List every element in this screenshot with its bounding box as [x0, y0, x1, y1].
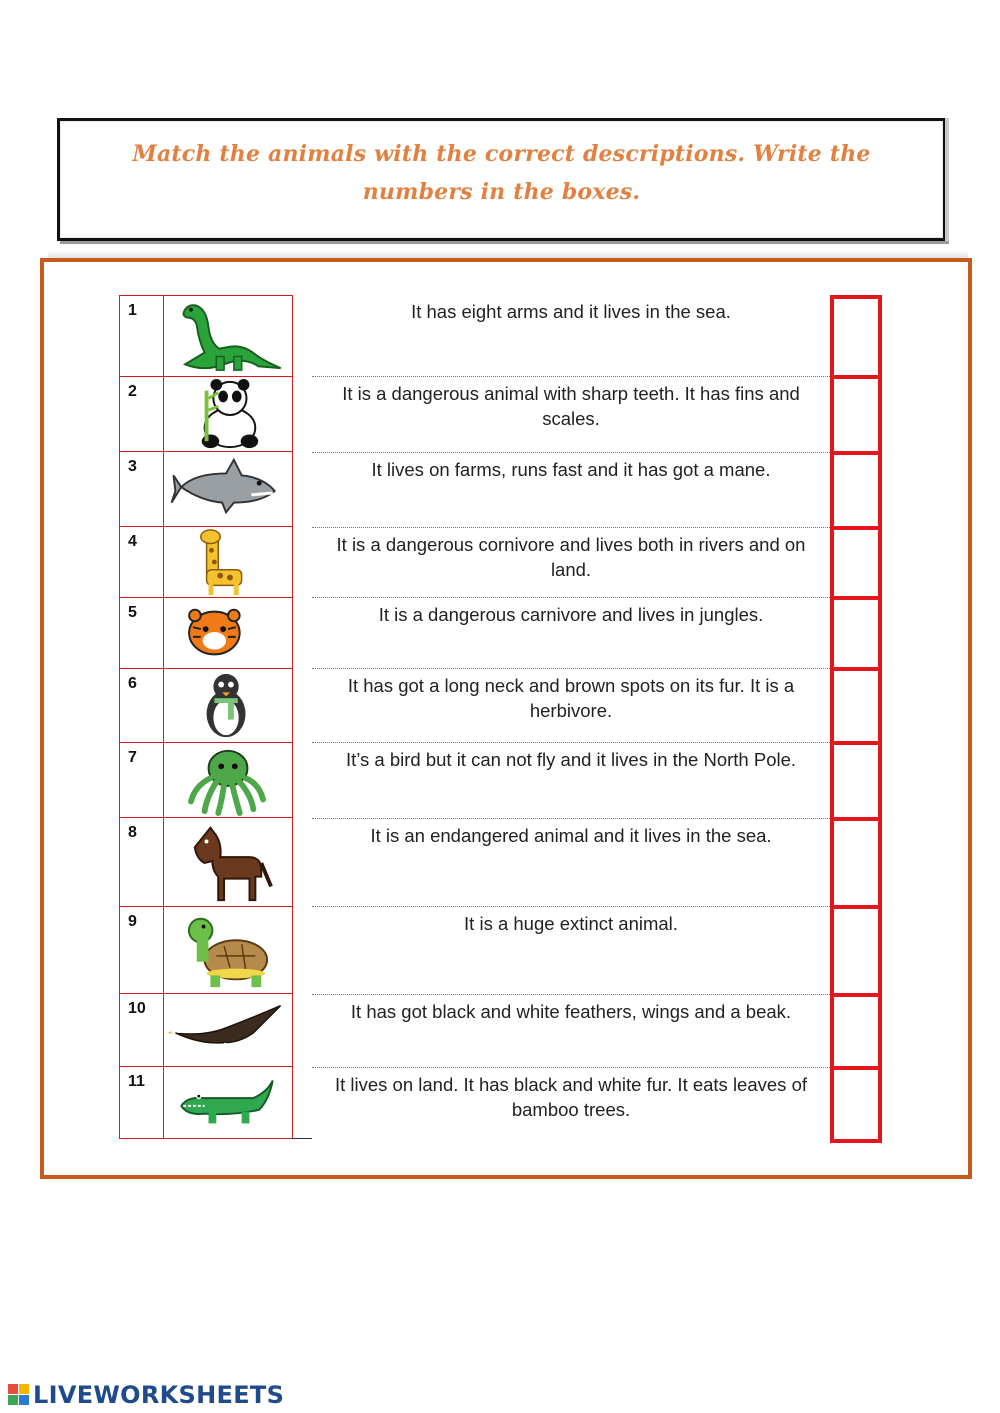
- row-number: 3: [128, 458, 137, 475]
- horse-icon: [163, 817, 293, 907]
- row-number: 11: [128, 1073, 145, 1090]
- description-6: It has got a long neck and brown spots on its fur. It is a herbivore.: [312, 669, 830, 743]
- description-10: It has got black and white feathers, wings and a beak.: [312, 995, 830, 1068]
- instructions-text: Match the animals with the correct descriptions. Write the numbers in the boxes.: [132, 141, 871, 205]
- row-number: 10: [128, 1000, 146, 1017]
- row-number-cell: [119, 376, 164, 452]
- answer-column: [830, 295, 882, 1143]
- row-number-cell: [119, 526, 164, 598]
- row-number: 5: [128, 604, 137, 621]
- description-11: It lives on land. It has black and white fur. It eats leaves of bamboo trees.: [334, 1074, 807, 1120]
- row-number: 9: [128, 913, 137, 930]
- row-number-cell: [119, 451, 164, 527]
- crocodile-icon: [163, 1066, 293, 1139]
- grid-underline: [292, 1138, 312, 1139]
- row-number-cell: [119, 295, 164, 377]
- penguin-icon: [163, 668, 293, 743]
- panda-icon: [163, 376, 293, 452]
- animal-grid: [119, 295, 312, 1139]
- shark-icon: [163, 451, 293, 527]
- description-3: It lives on farms, runs fast and it has got a mane.: [312, 453, 830, 528]
- answer-box[interactable]: [830, 993, 882, 1070]
- answer-box[interactable]: [830, 295, 882, 379]
- description-7: It’s a bird but it can not fly and it lives in the North Pole.: [312, 743, 830, 819]
- eagle-icon: [163, 993, 293, 1067]
- dinosaur-icon: [163, 295, 293, 377]
- row-number-cell: [119, 1066, 164, 1139]
- row-number: 8: [128, 824, 137, 841]
- row-number-cell: [119, 993, 164, 1067]
- answer-box[interactable]: [830, 905, 882, 997]
- description-9: It is a huge extinct animal.: [312, 907, 830, 995]
- row-number: 4: [128, 533, 137, 550]
- octopus-icon: [163, 742, 293, 818]
- liveworksheets-logo: [8, 1382, 284, 1408]
- description-4: It is a dangerous cornivore and lives both in rivers and on land.: [312, 528, 830, 598]
- description-5: It is a dangerous carnivore and lives in jungles.: [312, 598, 830, 669]
- logo-blocks-icon: [8, 1384, 30, 1406]
- answer-box[interactable]: [830, 817, 882, 909]
- row-number: 6: [128, 675, 137, 692]
- row-number: 1: [128, 302, 137, 319]
- row-number-cell: [119, 668, 164, 743]
- tiger-icon: [163, 597, 293, 669]
- turtle-icon: [163, 906, 293, 994]
- row-number: 2: [128, 383, 137, 400]
- row-number: 7: [128, 749, 137, 766]
- giraffe-icon: [163, 526, 293, 598]
- description-1: It has eight arms and it lives in the sea.: [312, 295, 830, 377]
- row-number-cell: [119, 817, 164, 907]
- row-number-cell: [119, 906, 164, 994]
- row-number-cell: [119, 597, 164, 669]
- answer-box[interactable]: [830, 451, 882, 530]
- box-shadow-edge: [945, 118, 949, 241]
- brand-name: LIVEWORKSHEETS: [33, 1381, 285, 1409]
- answer-box[interactable]: [830, 741, 882, 821]
- description-2: It is a dangerous animal with sharp teeth. It has fins and scales.: [312, 377, 830, 453]
- answer-box[interactable]: [830, 1066, 882, 1143]
- instructions-box: [57, 118, 946, 241]
- row-number-cell: [119, 742, 164, 818]
- description-8: It is an endangered animal and it lives in the sea.: [312, 819, 830, 907]
- answer-box[interactable]: [830, 596, 882, 671]
- answer-box[interactable]: [830, 667, 882, 745]
- answer-box[interactable]: [830, 526, 882, 600]
- answer-box[interactable]: [830, 375, 882, 455]
